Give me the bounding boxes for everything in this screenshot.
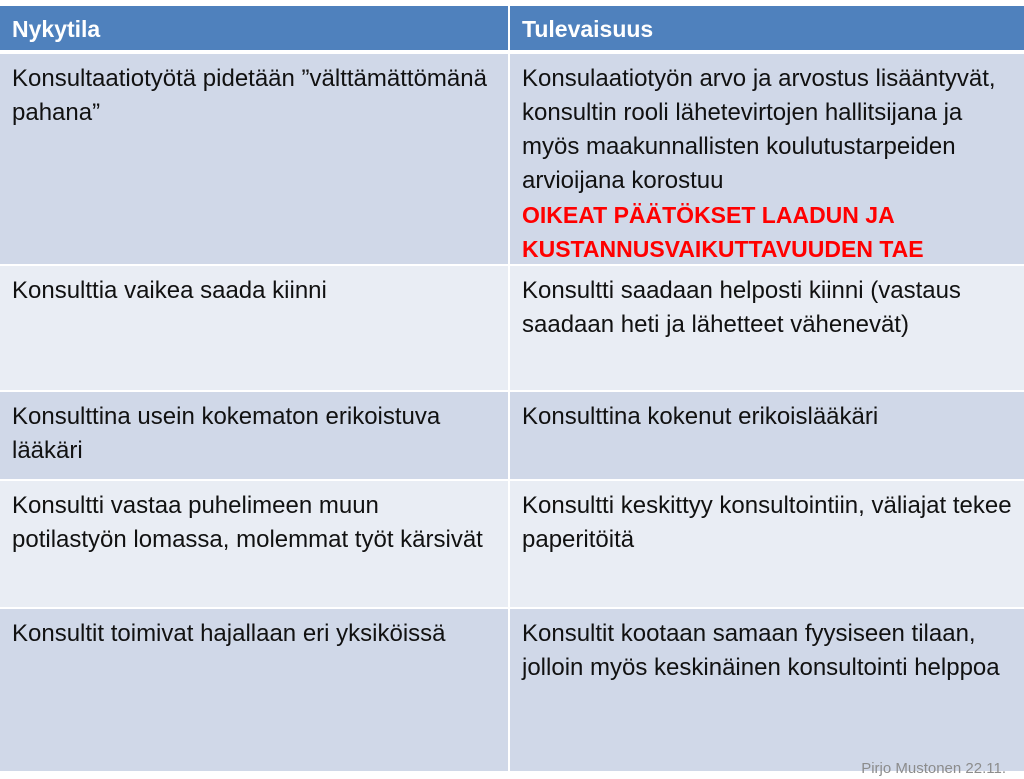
row-1-future-text: Konsulaatiotyön arvo ja arvostus lisääntyvät, konsultin rooli lähetevirtojen hallitsijana ja myös maakunnallisten koulutustarpeiden arvioijana korostuu: [522, 65, 996, 194]
row-3-current: Konsulttina usein kokematon erikoistuva lääkäri: [0, 392, 510, 481]
row-1-future-highlight: OIKEAT PÄÄTÖKSET LAADUN JA KUSTANNUSVAIKUTTAVUUDEN TAE: [522, 202, 924, 262]
row-3-future: Konsulttina kokenut erikoislääkäri: [510, 392, 1024, 481]
row-5-current: Konsultit toimivat hajallaan eri yksiköissä: [0, 609, 510, 773]
header-current: Nykytila: [0, 6, 510, 54]
row-1-current: Konsultaatiotyötä pidetään ”välttämättömänä pahana”: [0, 54, 510, 266]
row-2-current: Konsulttia vaikea saada kiinni: [0, 266, 510, 392]
row-1-future: [510, 54, 1024, 266]
row-5-future: Konsultit kootaan samaan fyysiseen tilaan, jolloin myös keskinäinen konsultointi helppoa: [510, 609, 1024, 773]
comparison-table: [0, 6, 1024, 773]
header-future: Tulevaisuus: [510, 6, 1024, 54]
row-4-current: Konsultti vastaa puhelimeen muun potilastyön lomassa, molemmat työt kärsivät: [0, 481, 510, 609]
row-2-future: Konsultti saadaan helposti kiinni (vastaus saadaan heti ja lähetteet vähenevät): [510, 266, 1024, 392]
footer-author-date: Pirjo Mustonen 22.11.: [861, 760, 1006, 777]
row-4-future: Konsultti keskittyy konsultointiin, väliajat tekee paperitöitä: [510, 481, 1024, 609]
